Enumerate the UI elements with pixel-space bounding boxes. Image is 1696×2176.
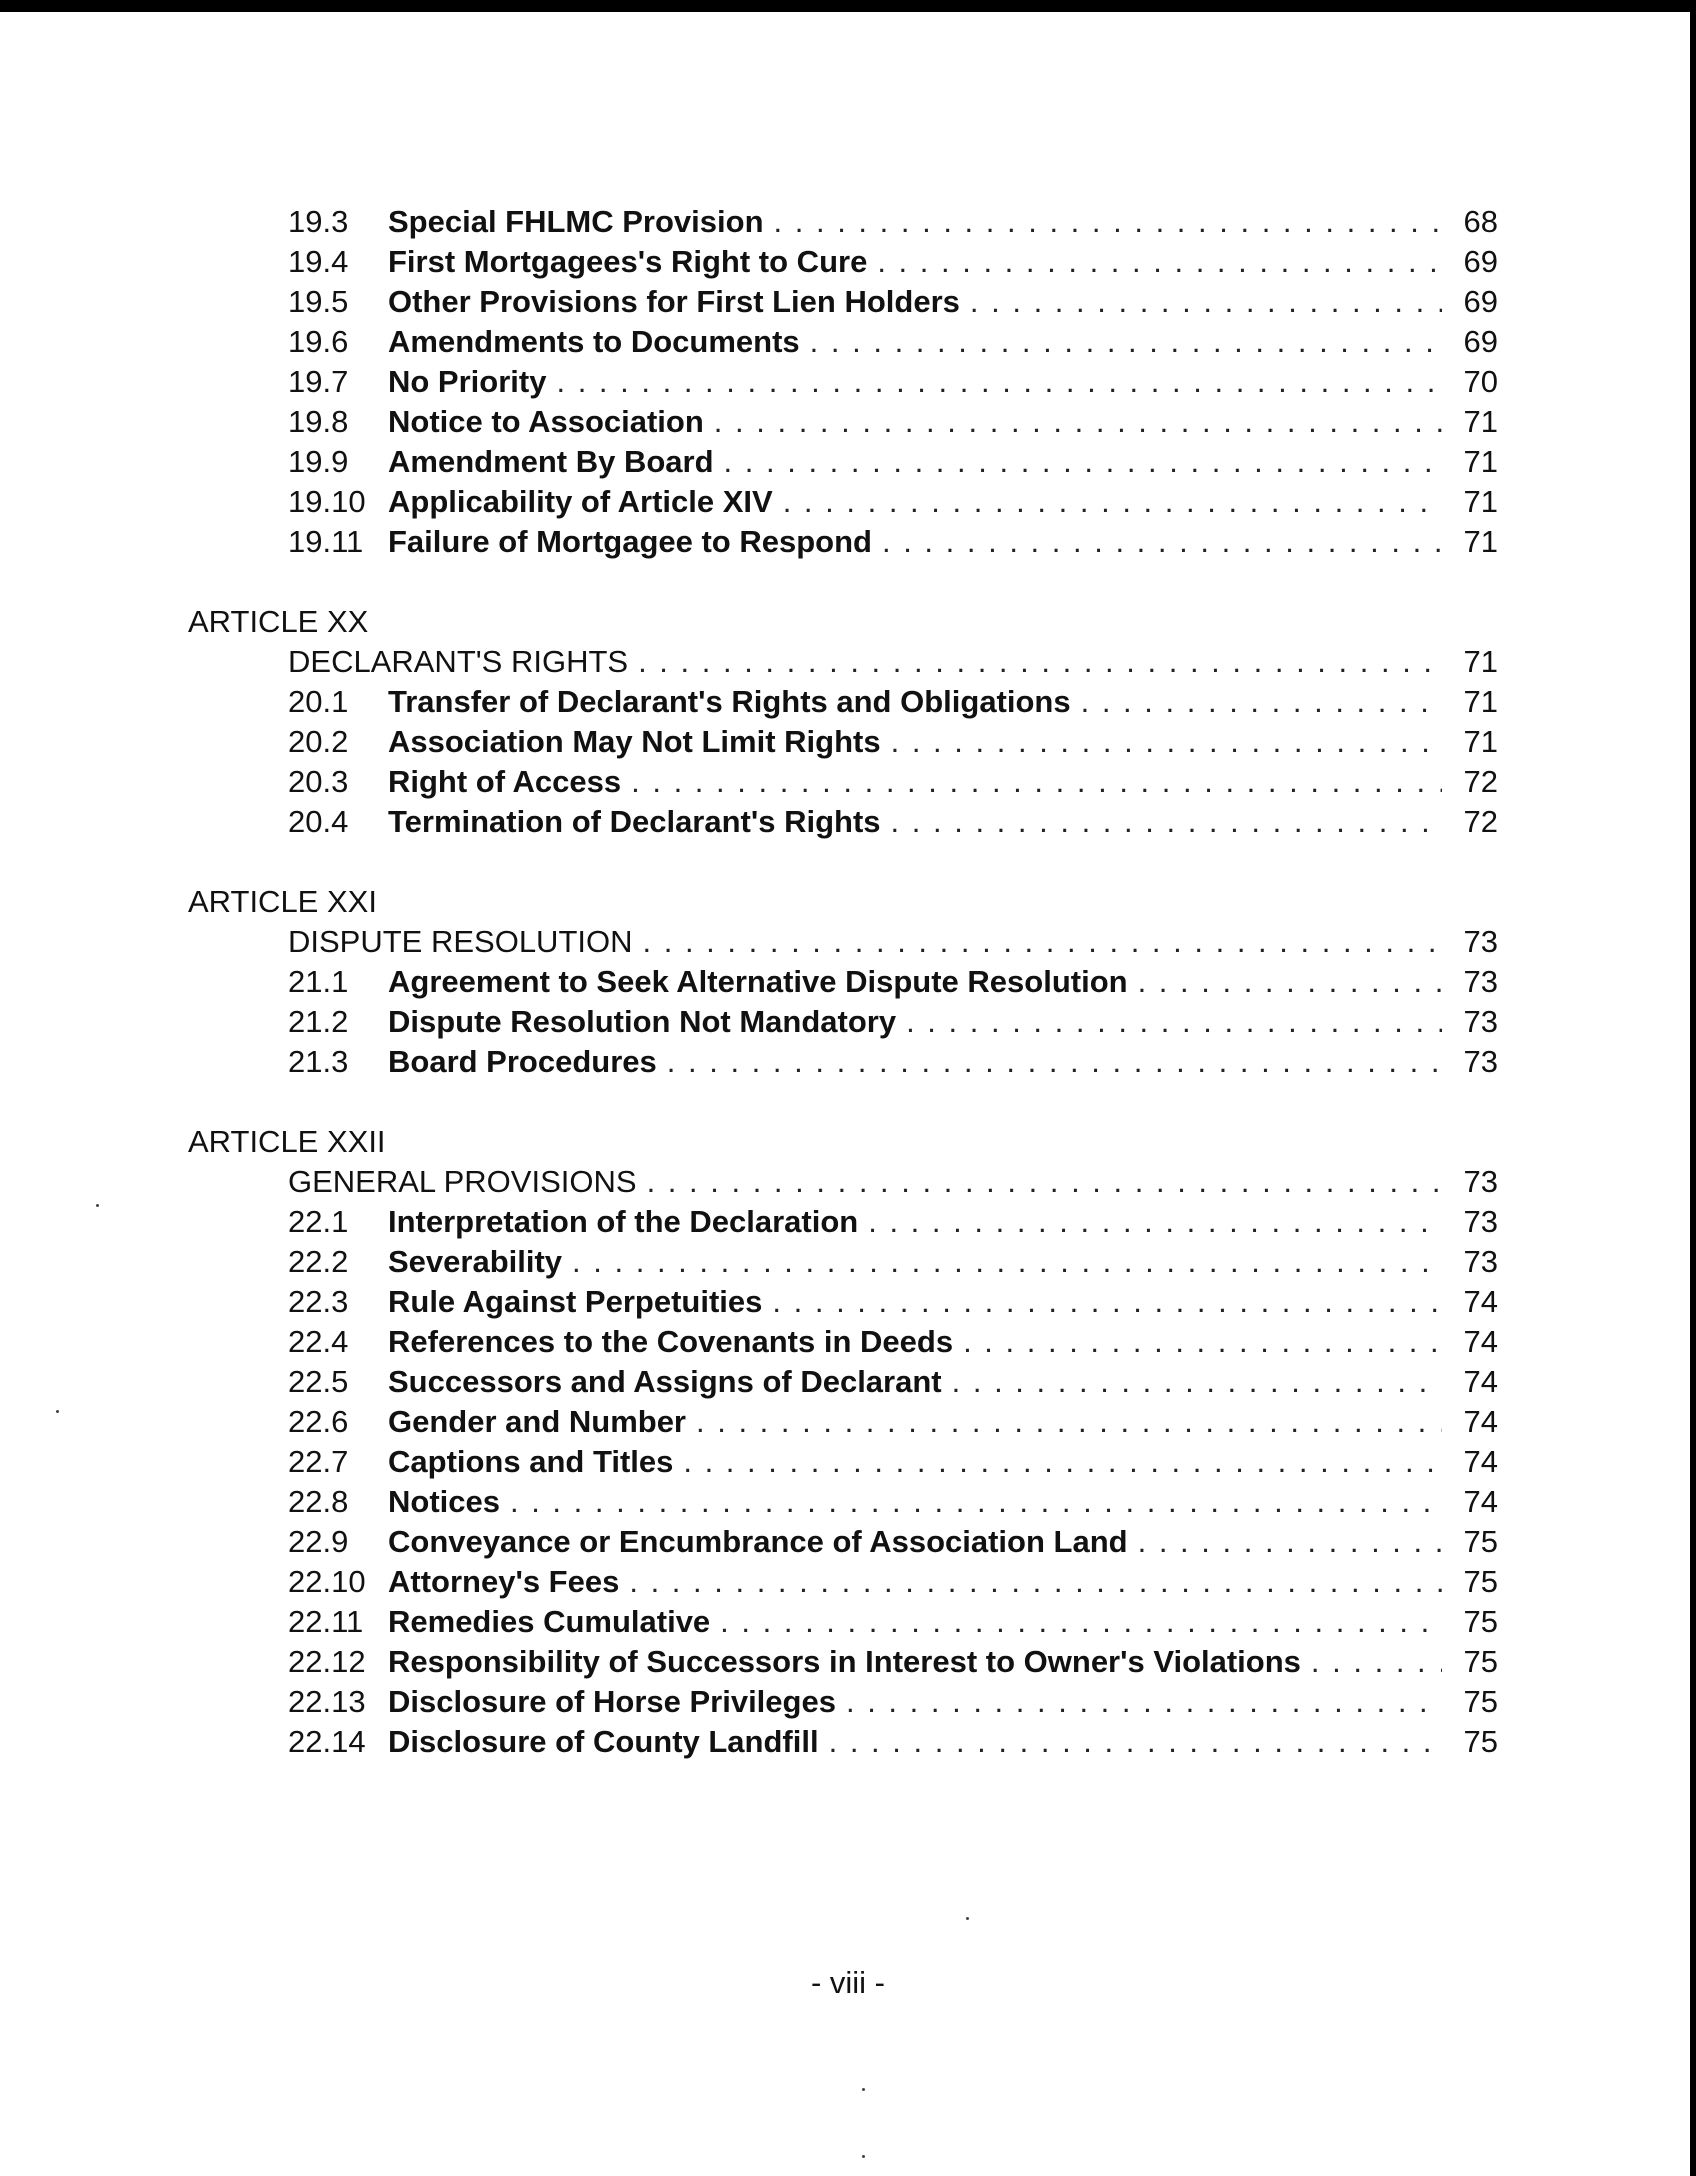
toc-entry [188,1602,1498,1642]
section-number: 22.4 [288,1324,349,1359]
section-title: Disclosure of County Landfill [388,1724,819,1759]
section-title: Failure of Mortgagee to Respond [388,524,872,559]
dot-leader [783,482,1442,522]
dot-leader [1138,962,1442,1002]
page-ref: 73 [1463,1204,1498,1239]
section-number: 20.4 [288,804,349,839]
section-number: 21.3 [288,1044,349,1079]
section-title: Transfer of Declarant's Rights and Obligations [388,684,1071,719]
toc-entry [188,1242,1498,1282]
section-number: 22.10 [288,1564,366,1599]
page-ref: 74 [1463,1444,1498,1479]
toc-entry [188,1642,1498,1682]
page-number: - viii - [810,1965,886,2000]
section-title: Severability [388,1244,563,1279]
article-heading-title: GENERAL PROVISIONS [288,1164,637,1199]
article-label: ARTICLE XXII [188,1124,386,1159]
dot-leader [643,922,1443,962]
dot-leader [829,1722,1442,1762]
page-ref: 73 [1463,1164,1498,1199]
dot-leader [683,1442,1442,1482]
section-number: 22.6 [288,1404,349,1439]
toc-entry [188,962,1498,1002]
section-title: Notices [388,1484,500,1519]
scan-right-border [1690,0,1696,2176]
dot-leader [810,322,1442,362]
page-ref: 68 [1463,204,1498,239]
section-title: Attorney's Fees [388,1564,620,1599]
page-ref: 69 [1463,284,1498,319]
toc-entry [188,282,1498,322]
section-number: 19.10 [288,484,366,519]
section-title: Amendment By Board [388,444,714,479]
section-title: Other Provisions for First Lien Holders [388,284,960,319]
section-title: Board Procedures [388,1044,657,1079]
section-number: 19.5 [288,284,349,319]
toc-section [188,202,1498,562]
toc-entry [188,1562,1498,1602]
section-number: 19.6 [288,324,349,359]
dot-leader [629,1562,1442,1602]
section-number: 20.1 [288,684,349,719]
dot-leader [891,722,1442,762]
section-title: Agreement to Seek Alternative Dispute Resolution [388,964,1128,999]
section-title: Amendments to Documents [388,324,800,359]
page-ref: 71 [1463,644,1498,679]
table-of-contents [188,202,1498,1762]
scan-speck [96,1204,99,1207]
toc-entry [188,1042,1498,1082]
page-ref: 75 [1463,1684,1498,1719]
page-ref: 75 [1463,1644,1498,1679]
dot-leader [1138,1522,1442,1562]
section-number: 22.2 [288,1244,349,1279]
section-number: 19.3 [288,204,349,239]
section-number: 22.11 [288,1604,364,1639]
article-heading-title: DECLARANT'S RIGHTS [288,644,629,679]
article-heading-row [188,1162,1498,1202]
article-heading-row [188,642,1498,682]
toc-section [188,1122,1498,1762]
section-number: 22.13 [288,1684,366,1719]
toc-entry [188,722,1498,762]
section-number: 22.3 [288,1284,349,1319]
toc-entry [188,682,1498,722]
section-number: 19.11 [288,524,364,559]
scan-speck [966,1917,969,1920]
toc-entry [188,362,1498,402]
toc-entry [188,1322,1498,1362]
section-number: 19.7 [288,364,349,399]
page-ref: 74 [1463,1284,1498,1319]
section-number: 22.5 [288,1364,349,1399]
dot-leader [774,202,1442,242]
dot-leader [714,402,1442,442]
toc-entry [188,1442,1498,1482]
page-ref: 73 [1463,964,1498,999]
page-ref: 73 [1463,1004,1498,1039]
dot-leader [556,362,1442,402]
toc-entry [188,1202,1498,1242]
page-ref: 75 [1463,1524,1498,1559]
page-ref: 73 [1463,1244,1498,1279]
dot-leader [696,1402,1442,1442]
dot-leader [1081,682,1442,722]
section-title: Termination of Declarant's Rights [388,804,881,839]
section-number: 19.9 [288,444,349,479]
section-title: Interpretation of the Declaration [388,1204,859,1239]
toc-entry [188,202,1498,242]
toc-entry [188,1682,1498,1722]
toc-entry [188,1722,1498,1762]
toc-entry [188,1002,1498,1042]
dot-leader [963,1322,1442,1362]
page-ref: 74 [1463,1324,1498,1359]
scan-top-border [0,0,1696,12]
dot-leader [667,1042,1442,1082]
page-ref: 71 [1463,444,1498,479]
section-number: 21.2 [288,1004,349,1039]
toc-entry [188,1482,1498,1522]
article-heading-title: DISPUTE RESOLUTION [288,924,633,959]
toc-entry [188,242,1498,282]
section-number: 22.1 [288,1204,349,1239]
toc-entry [188,482,1498,522]
section-number: 19.4 [288,244,349,279]
page-ref: 71 [1463,484,1498,519]
section-number: 19.8 [288,404,349,439]
toc-entry [188,402,1498,442]
dot-leader [638,642,1442,682]
article-label: ARTICLE XXI [188,884,377,919]
article-heading-row [188,922,1498,962]
section-title: Notice to Association [388,404,704,439]
section-title: First Mortgagees's Right to Cure [388,244,868,279]
section-title: Captions and Titles [388,1444,674,1479]
page-ref: 74 [1463,1404,1498,1439]
toc-entry [188,442,1498,482]
dot-leader [952,1362,1442,1402]
section-number: 22.14 [288,1724,366,1759]
toc-entry [188,1362,1498,1402]
section-title: References to the Covenants in Deeds [388,1324,954,1359]
page-ref: 69 [1463,244,1498,279]
page-ref: 71 [1463,684,1498,719]
article-label: ARTICLE XX [188,604,369,639]
section-title: Association May Not Limit Rights [388,724,881,759]
toc-entry [188,322,1498,362]
toc-entry [188,1402,1498,1442]
toc-section [188,882,1498,1082]
section-number: 22.7 [288,1444,349,1479]
scan-speck [56,1410,59,1413]
page-ref: 75 [1463,1724,1498,1759]
section-title: Applicability of Article XIV [388,484,773,519]
section-number: 20.2 [288,724,349,759]
dot-leader [572,1242,1442,1282]
dot-leader [647,1162,1442,1202]
page-ref: 73 [1463,924,1498,959]
page-ref: 70 [1463,364,1498,399]
toc-entry [188,802,1498,842]
page-ref: 71 [1463,724,1498,759]
page-ref: 72 [1463,764,1498,799]
dot-leader [1311,1642,1442,1682]
toc-entry [188,1522,1498,1562]
section-title: Rule Against Perpetuities [388,1284,763,1319]
page-ref: 73 [1463,1044,1498,1079]
dot-leader [846,1682,1442,1722]
section-title: Successors and Assigns of Declarant [388,1364,942,1399]
page-ref: 74 [1463,1484,1498,1519]
section-title: Gender and Number [388,1404,686,1439]
section-title: Responsibility of Successors in Interest to Owner's Violations [388,1644,1301,1679]
dot-leader [970,282,1442,322]
section-title: Disclosure of Horse Privileges [388,1684,836,1719]
page-ref: 74 [1463,1364,1498,1399]
dot-leader [882,522,1442,562]
dot-leader [891,802,1442,842]
scan-speck [862,2088,865,2091]
page-ref: 75 [1463,1564,1498,1599]
section-title: Conveyance or Encumbrance of Association Land [388,1524,1128,1559]
dot-leader [724,442,1442,482]
section-number: 21.1 [288,964,349,999]
dot-leader [631,762,1442,802]
page-ref: 75 [1463,1604,1498,1639]
page-ref: 71 [1463,524,1498,559]
page-ref: 71 [1463,404,1498,439]
toc-section [188,602,1498,842]
section-title: Dispute Resolution Not Mandatory [388,1004,897,1039]
section-number: 22.12 [288,1644,366,1679]
page-ref: 72 [1463,804,1498,839]
page-ref: 69 [1463,324,1498,359]
dot-leader [510,1482,1442,1522]
section-title: Right of Access [388,764,622,799]
dot-leader [906,1002,1442,1042]
toc-entry [188,522,1498,562]
section-number: 22.9 [288,1524,349,1559]
dot-leader [772,1282,1442,1322]
scan-speck [862,2155,865,2158]
dot-leader [720,1602,1442,1642]
toc-entry [188,1282,1498,1322]
section-number: 22.8 [288,1484,349,1519]
toc-entry [188,762,1498,802]
dot-leader [877,242,1442,282]
section-number: 20.3 [288,764,349,799]
section-title: No Priority [388,364,547,399]
section-title: Remedies Cumulative [388,1604,711,1639]
section-title: Special FHLMC Provision [388,204,764,239]
dot-leader [868,1202,1442,1242]
